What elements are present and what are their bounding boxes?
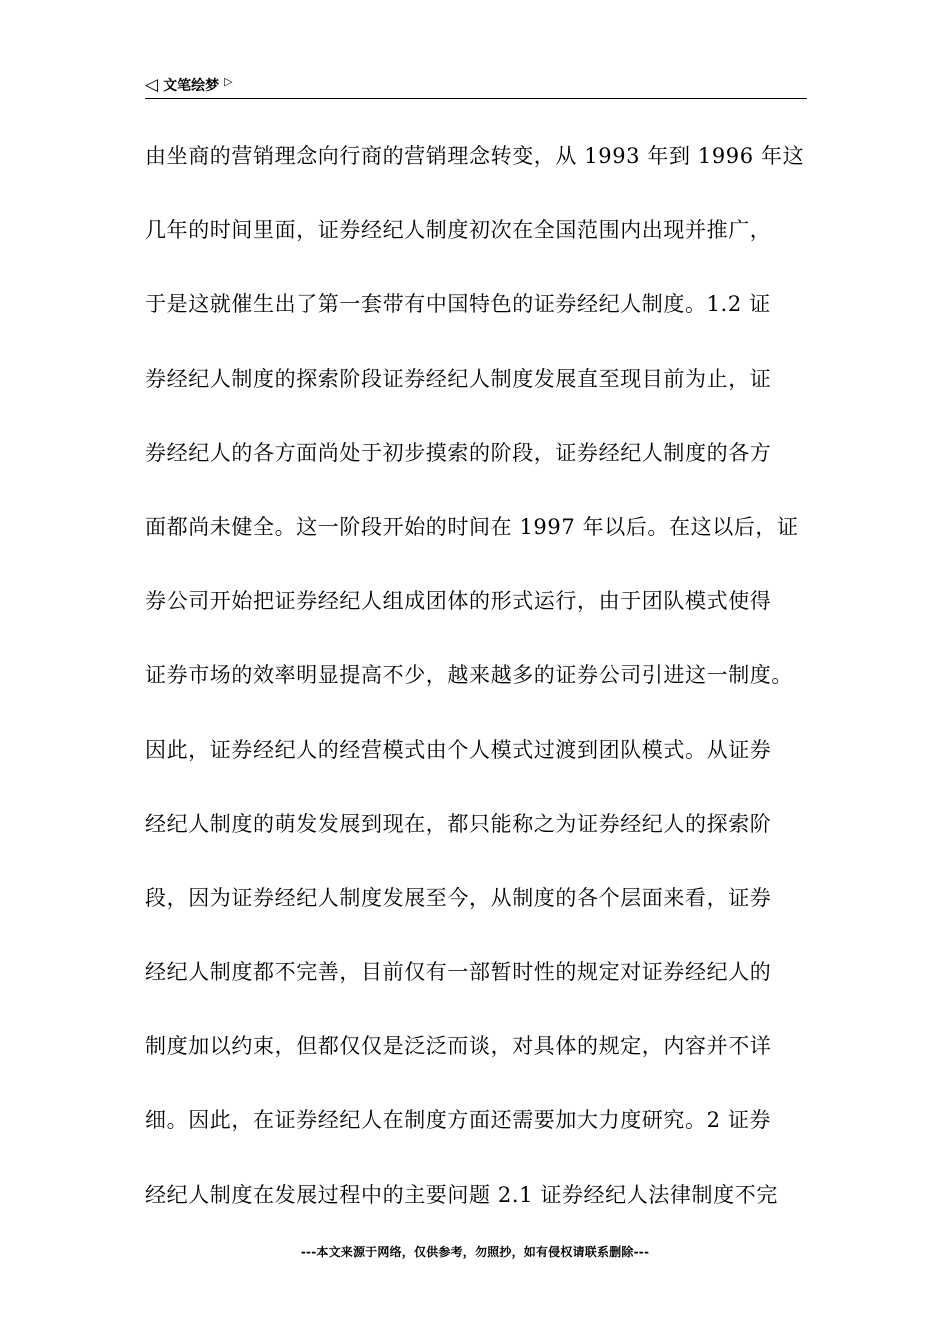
footer-disclaimer: ---本文来源于网络，仅供参考，勿照抄，如有侵权请联系删除--- (300, 1245, 650, 1259)
triangle-right-icon: ▷ (224, 74, 233, 88)
text-line: 制度加以约束，但都仅仅是泛泛而谈，对具体的规定，内容并不详 (145, 1034, 772, 1059)
text-line: 券公司开始把证券经纪人组成团体的形式运行，由于团队模式使得 (145, 589, 772, 614)
text-line: 段，因为证券经纪人制度发展至今，从制度的各个层面来看，证券 (145, 885, 772, 910)
text-line: 细。因此，在证券经纪人在制度方面还需要加大力度研究。2 证券 (145, 1108, 772, 1133)
text-line: 因此，证券经纪人的经营模式由个人模式过渡到团队模式。从证券 (145, 737, 772, 762)
text-line: 几年的时间里面，证券经纪人制度初次在全国范围内出现并推广， (145, 218, 772, 243)
text-line: 经纪人制度在发展过程中的主要问题 2.1 证券经纪人法律制度不完 (145, 1182, 778, 1207)
text-line: 券经纪人的各方面尚处于初步摸索的阶段，证券经纪人制度的各方 (145, 440, 772, 465)
text-line: 券经纪人制度的探索阶段证券经纪人制度发展直至现目前为止，证 (145, 366, 772, 391)
page-header (145, 74, 807, 99)
body-text (145, 136, 825, 1249)
triangle-left-icon: ◁ (145, 74, 159, 95)
header-title: 文笔绘梦 (163, 78, 220, 94)
text-line: 经纪人制度的萌发发展到现在，都只能称之为证券经纪人的探索阶 (145, 811, 772, 836)
text-line: 证券市场的效率明显提高不少，越来越多的证券公司引进这一制度。 (145, 663, 793, 688)
text-line: 经纪人制度都不完善，目前仅有一部暂时性的规定对证券经纪人的 (145, 960, 772, 985)
header-row (145, 74, 807, 96)
text-line: 由坐商的营销理念向行商的营销理念转变，从 1993 年到 1996 年这 (145, 144, 805, 168)
text-line: 于是这就催生出了第一套带有中国特色的证券经纪人制度。1.2 证 (145, 292, 771, 317)
text-line: 面都尚未健全。这一阶段开始的时间在 1997 年以后。在这以后，证 (145, 514, 799, 539)
